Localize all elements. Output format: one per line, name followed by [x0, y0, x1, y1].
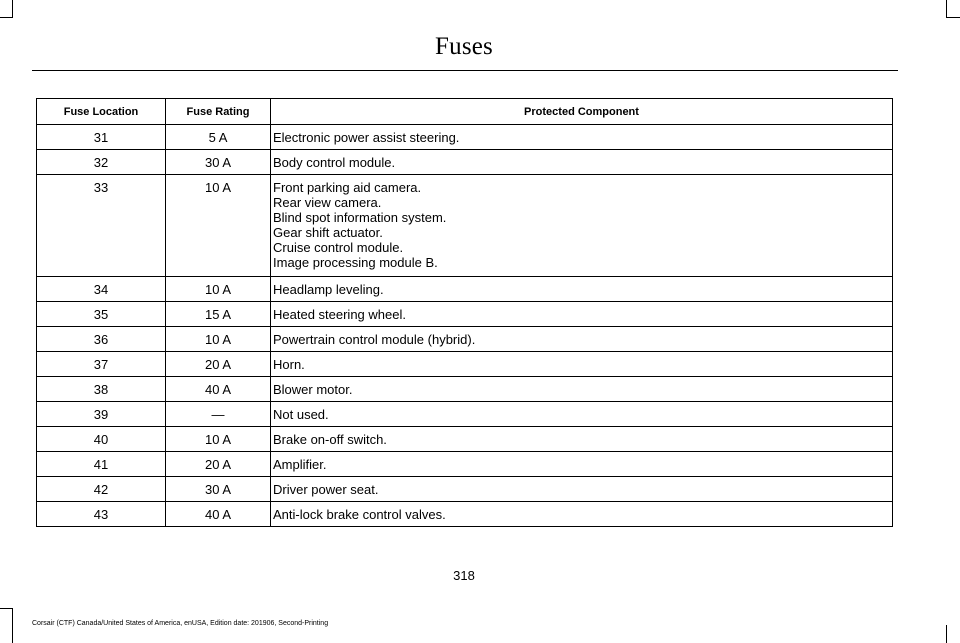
protected-component-text: Headlamp leveling. [273, 282, 384, 297]
protected-component-text: Electronic power assist steering. [273, 130, 460, 145]
fuse-location-cell: 38 [37, 377, 166, 402]
fuse-rating-cell: 15 A [166, 302, 271, 327]
fuse-rating-cell: 40 A [166, 377, 271, 402]
fuse-rating-cell: 10 A [166, 277, 271, 302]
fuse-rating-cell: 30 A [166, 150, 271, 175]
protected-component-cell [271, 452, 893, 477]
table-row [37, 352, 893, 377]
protected-component-text: Horn. [273, 357, 305, 372]
fuse-location-cell: 32 [37, 150, 166, 175]
fuse-rating-cell: 20 A [166, 352, 271, 377]
protected-component-text: Rear view camera. [273, 195, 382, 210]
fuse-rating-cell: 10 A [166, 175, 271, 277]
fuse-location-cell: 36 [37, 327, 166, 352]
table-row [37, 402, 893, 427]
crop-mark [12, 608, 13, 643]
protected-component-cell [271, 327, 893, 352]
crop-mark [0, 17, 13, 18]
fuse-rating-cell: 5 A [166, 125, 271, 150]
protected-component-text: Not used. [273, 407, 329, 422]
title-divider [32, 70, 898, 71]
fuse-location-cell: 34 [37, 277, 166, 302]
fuse-rating-cell: 10 A [166, 427, 271, 452]
protected-component-text: Body control module. [273, 155, 396, 170]
protected-component-cell [271, 302, 893, 327]
fuse-location-cell: 35 [37, 302, 166, 327]
fuse-location-cell: 40 [37, 427, 166, 452]
column-header-fuse-location: Fuse Location [37, 99, 166, 125]
fuse-rating-cell: 10 A [166, 327, 271, 352]
table-row [37, 175, 893, 277]
fuse-location-cell: 41 [37, 452, 166, 477]
crop-mark [0, 608, 13, 609]
table-row [37, 277, 893, 302]
table-row [37, 377, 893, 402]
protected-component-text: Anti-lock brake control valves. [273, 507, 446, 522]
protected-component-text: Blind spot information system. [273, 210, 447, 225]
protected-component-cell [271, 150, 893, 175]
protected-component-cell [271, 427, 893, 452]
protected-component-cell [271, 402, 893, 427]
table-row [37, 327, 893, 352]
protected-component-cell [271, 377, 893, 402]
protected-component-text: Powertrain control module (hybrid). [273, 332, 476, 347]
table-row [37, 452, 893, 477]
table-row [37, 302, 893, 327]
page-number: 318 [453, 568, 475, 583]
protected-component-cell [271, 352, 893, 377]
protected-component-text: Image processing module B. [273, 255, 438, 270]
protected-component-text: Heated steering wheel. [273, 307, 406, 322]
table-row [37, 502, 893, 527]
protected-component-text: Amplifier. [273, 457, 327, 472]
fuse-rating-cell: 40 A [166, 502, 271, 527]
protected-component-text: Brake on-off switch. [273, 432, 387, 447]
protected-component-cell [271, 125, 893, 150]
fuse-location-cell: 31 [37, 125, 166, 150]
protected-component-cell [271, 277, 893, 302]
fuse-rating-cell: 30 A [166, 477, 271, 502]
table-row [37, 150, 893, 175]
protected-component-text: Gear shift actuator. [273, 225, 383, 240]
fuse-location-cell: 42 [37, 477, 166, 502]
table-row [37, 477, 893, 502]
protected-component-cell [271, 502, 893, 527]
crop-mark [12, 0, 13, 18]
column-header-fuse-rating: Fuse Rating [166, 99, 271, 125]
crop-mark [946, 17, 960, 18]
protected-component-cell [271, 175, 893, 277]
fuse-location-cell: 39 [37, 402, 166, 427]
protected-component-text: Front parking aid camera. [273, 180, 422, 195]
column-header-protected-component: Protected Component [271, 99, 893, 125]
fuse-location-cell: 33 [37, 175, 166, 277]
protected-component-text: Blower motor. [273, 382, 353, 397]
fuse-rating-cell: — [166, 402, 271, 427]
fuse-location-cell: 37 [37, 352, 166, 377]
fuse-table-body [37, 125, 893, 527]
fuse-location-cell: 43 [37, 502, 166, 527]
table-row [37, 125, 893, 150]
fuse-table [36, 98, 893, 527]
table-row [37, 427, 893, 452]
crop-mark [946, 0, 947, 18]
fuse-rating-cell: 20 A [166, 452, 271, 477]
crop-mark [946, 625, 947, 643]
protected-component-cell [271, 477, 893, 502]
page-title: Fuses [435, 33, 493, 60]
table-header-row [37, 99, 893, 125]
protected-component-text: Cruise control module. [273, 240, 404, 255]
protected-component-text: Driver power seat. [273, 482, 379, 497]
edition-footer: Corsair (CTF) Canada/United States of America, enUSA, Edition date: 201906, Second-Printing [32, 620, 329, 627]
